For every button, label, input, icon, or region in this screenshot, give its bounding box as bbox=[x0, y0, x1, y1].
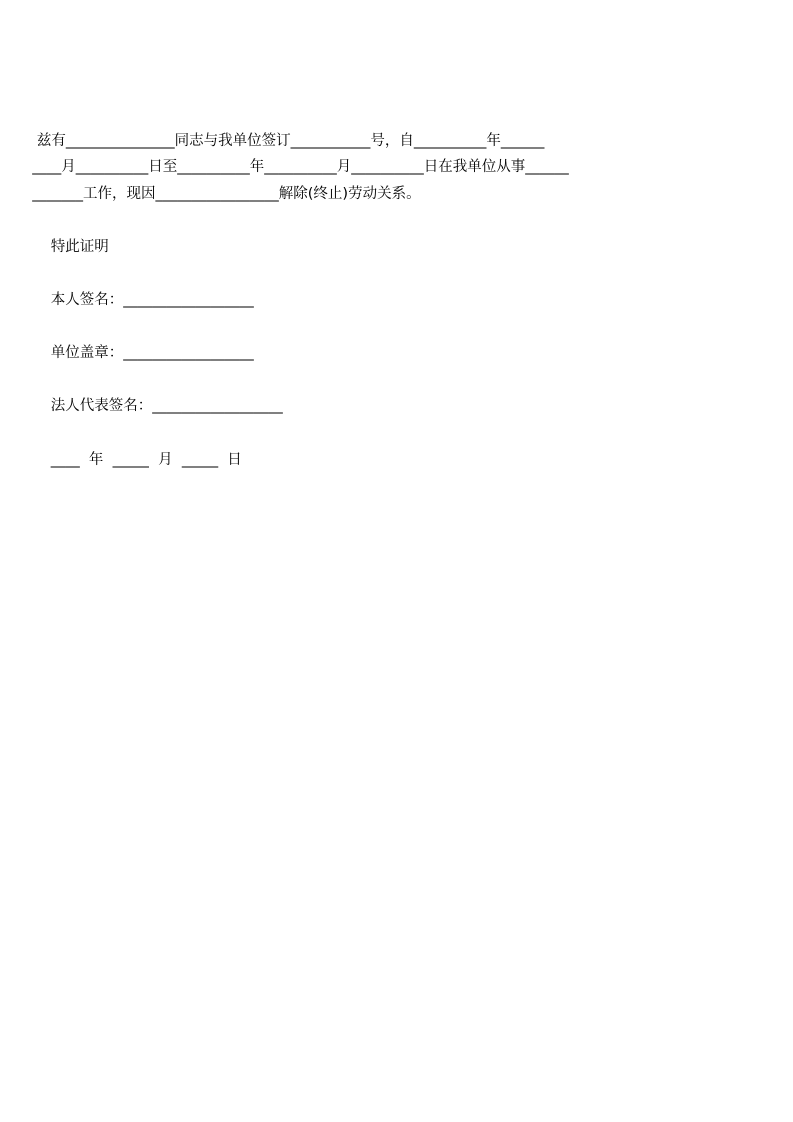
certificate-body-line-1: 兹有_______________同志与我单位签订___________号，自__________年______ bbox=[0, 133, 545, 149]
unit-seal-field: 单位盖章：__________________ bbox=[0, 345, 254, 361]
certificate-body-line-3: _______工作，现因_________________解除(终止)劳动关系。 bbox=[0, 186, 421, 202]
certificate-body-line-2: ____月__________日至__________年__________月__________日在我单位从事______ bbox=[0, 159, 569, 175]
certify-statement: 特此证明 bbox=[0, 239, 109, 255]
person-signature-field: 本人签名：__________________ bbox=[0, 292, 254, 308]
date-field: ____ 年 _____ 月 _____ 日 bbox=[0, 452, 242, 468]
legal-representative-signature-field: 法人代表签名：__________________ bbox=[0, 398, 283, 414]
